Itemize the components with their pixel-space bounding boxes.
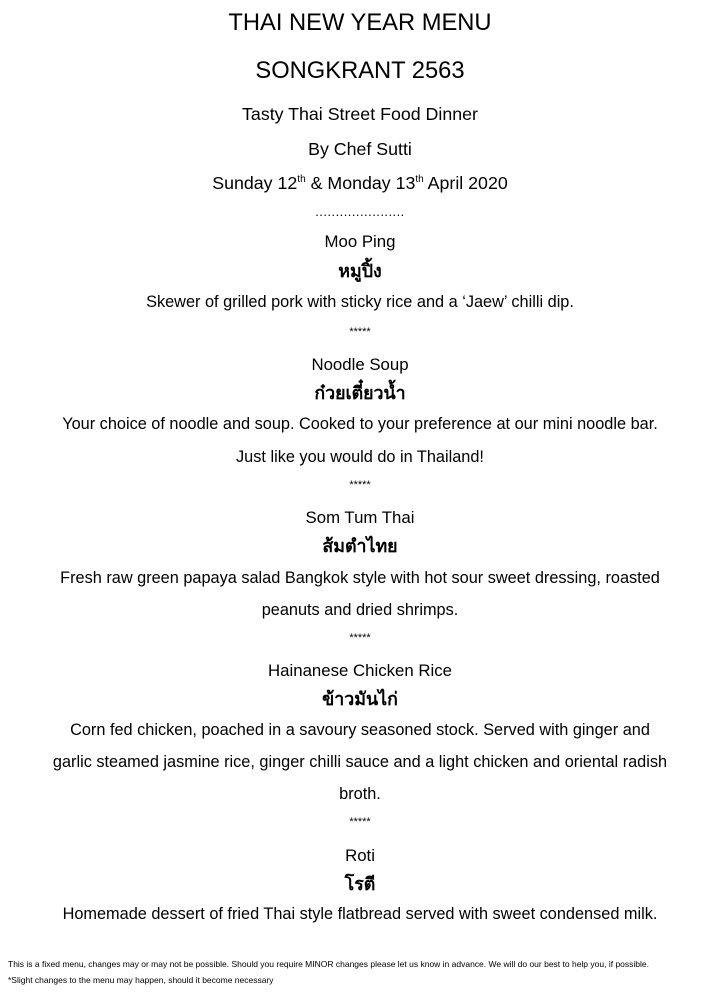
menu-title: THAI NEW YEAR MENU <box>228 10 492 36</box>
dish-description: Fresh raw green papaya salad Bangkok style with hot sour sweet dressing, roasted <box>60 569 660 587</box>
dish-description: Corn fed chicken, poached in a savoury seasoned stock. Served with ginger and <box>70 721 650 739</box>
dish-description: garlic steamed jasmine rice, ginger chilli sauce and a light chicken and oriental radish <box>52 753 668 771</box>
dish-description: Your choice of noodle and soup. Cooked to your preference at our mini noodle bar. <box>62 415 658 433</box>
dish-thai-name: ข้าวมันไก่ <box>322 689 398 710</box>
dish-description: Skewer of grilled pork with sticky rice and a ‘Jaew’ chilli dip. <box>146 293 574 311</box>
menu-tagline: Tasty Thai Street Food Dinner <box>242 104 478 124</box>
date-conj: & Monday 13 <box>305 173 416 193</box>
dish-name: Som Tum Thai <box>305 508 415 527</box>
dish-separator: ***** <box>349 326 371 338</box>
dish-description: peanuts and dried shrimps. <box>261 601 459 619</box>
date-day1-suffix: th <box>297 174 306 185</box>
chef-name: By Chef Sutti <box>308 139 412 159</box>
dish-description: Just like you would do in Thailand! <box>236 448 484 466</box>
dish-name: Noodle Soup <box>311 355 409 374</box>
date-day2-suffix: th <box>415 174 424 185</box>
dish-separator: ***** <box>349 632 371 644</box>
dish-name: Roti <box>345 846 375 865</box>
date-day1: Sunday 12 <box>212 173 298 193</box>
dish-thai-name: หมูปิ้ง <box>338 261 382 282</box>
dish-separator: ***** <box>349 816 371 828</box>
dish-description: Homemade dessert of fried Thai style flatbread served with sweet condensed milk. <box>62 905 658 923</box>
footer-note: This is a fixed menu, changes may or may not be possible. Should you require MINOR changes please let us know in advance. We will do our best to help you, if possible. <box>8 959 649 969</box>
footer-disclaimer: *Slight changes to the menu may happen, should it become necessary <box>8 975 274 985</box>
event-date <box>0 173 720 193</box>
dish-name: Hainanese Chicken Rice <box>268 661 452 680</box>
menu-subtitle: SONGKRANT 2563 <box>255 58 465 84</box>
dish-thai-name: ก๋วยเตี๋ยวน้ำ <box>314 383 406 404</box>
dish-description: broth. <box>339 785 381 803</box>
date-rest: April 2020 <box>423 173 508 193</box>
dish-name: Moo Ping <box>324 232 396 251</box>
dish-thai-name: ส้มตำไทย <box>322 536 398 557</box>
dish-thai-name: โรตี <box>344 874 376 895</box>
dish-separator: ***** <box>349 479 371 491</box>
dotted-divider: ...................... <box>315 204 405 219</box>
